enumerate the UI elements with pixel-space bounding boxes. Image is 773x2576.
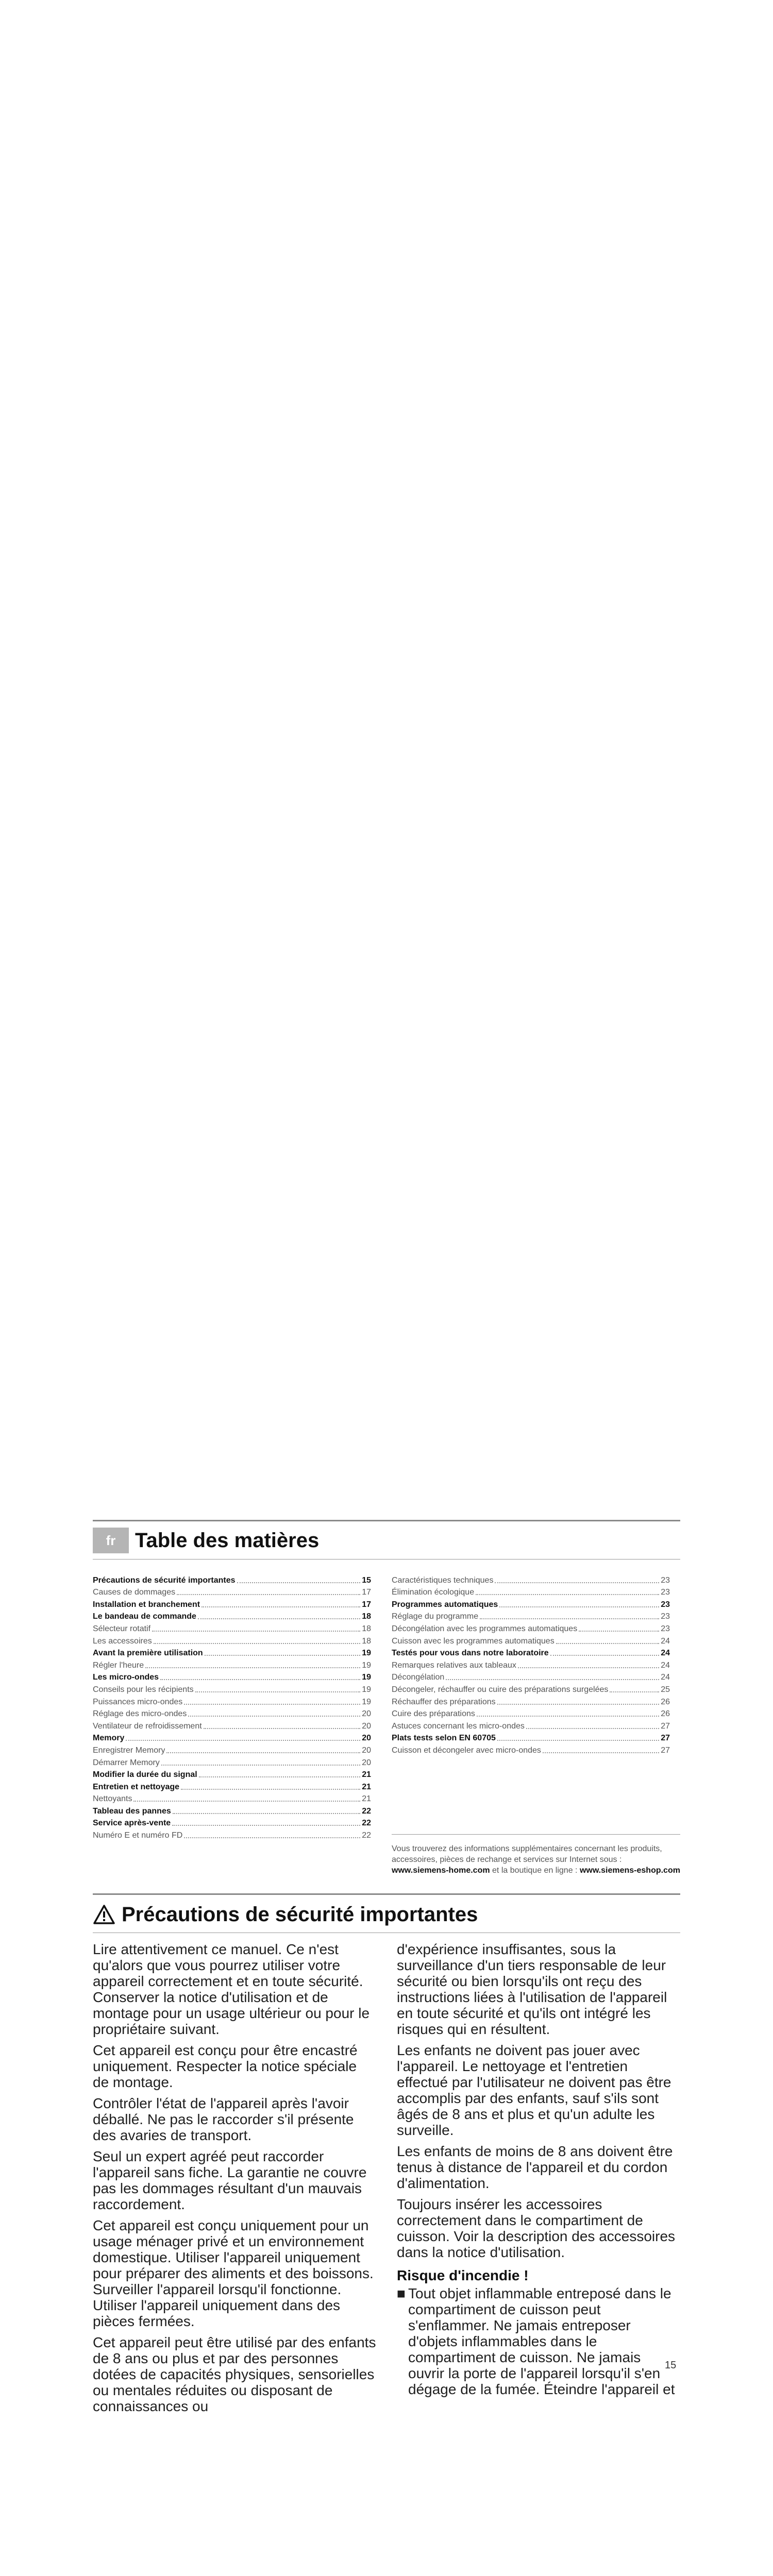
toc-leader-dots (556, 1643, 660, 1644)
toc-entry-title: Puissances micro-ondes (93, 1697, 183, 1706)
toc-entry-title: Installation et branchement (93, 1600, 200, 1609)
info-rule (392, 1834, 680, 1835)
toc-entry[interactable] (93, 1780, 371, 1792)
toc-entry[interactable] (392, 1732, 670, 1744)
toc-entry-page: 19 (362, 1685, 371, 1694)
toc-entry[interactable] (93, 1634, 371, 1647)
toc-leader-dots (579, 1631, 659, 1632)
toc-entry-page: 19 (362, 1673, 371, 1682)
paragraph: Cet appareil est conçu pour être encastré uniquement. Respecter la notice spéciale de montage. (93, 2042, 358, 2090)
header-underline (93, 1559, 680, 1560)
paragraph: d'expérience insuffisantes, sous la surveillance d'un tiers responsable de leur sécurité ou bien lorsqu'ils ont reçu des instructions liées à l'utilisation de l'appareil en toute sécurité et qu'ils ont intégré les risques qui en résultent. (397, 1941, 667, 2037)
toc-entry[interactable] (392, 1658, 670, 1671)
toc-entry[interactable] (392, 1707, 670, 1720)
toc-leader-dots (184, 1704, 360, 1705)
toc-entry-title: Conseils pour les récipients (93, 1685, 194, 1694)
toc-entry-title: Élimination écologique (392, 1588, 475, 1597)
toc-entry[interactable] (93, 1658, 371, 1671)
toc-entry-title: Le bandeau de commande (93, 1612, 196, 1621)
toc-entry[interactable] (392, 1671, 670, 1683)
toc-entry-title: Sélecteur rotatif (93, 1624, 151, 1633)
toc-entry-title: Décongeler, réchauffer ou cuire des préparations surgelées (392, 1685, 609, 1694)
toc-entry[interactable] (93, 1817, 371, 1829)
toc-leader-dots (477, 1716, 659, 1717)
toc-entry-page: 23 (661, 1600, 670, 1609)
toc-entry-title: Cuisson et décongeler avec micro-ondes (392, 1745, 541, 1755)
toc-entry[interactable] (93, 1622, 371, 1634)
info-link-home[interactable]: www.siemens-home.com (392, 1866, 490, 1875)
info-note (392, 1843, 680, 1876)
info-link-eshop[interactable]: www.siemens-eshop.com (579, 1866, 680, 1875)
toc-entry-page: 23 (661, 1624, 670, 1633)
toc-leader-dots (161, 1765, 360, 1766)
toc-entry-title: Les accessoires (93, 1636, 152, 1646)
toc-entry-title: Testés pour vous dans notre laboratoire (392, 1649, 549, 1658)
toc-entry-title: Ventilateur de refroidissement (93, 1721, 202, 1731)
toc-entry-title: Astuces concernant les micro-ondes (392, 1721, 525, 1731)
toc-entry-page: 27 (661, 1745, 670, 1755)
toc-leader-dots (145, 1667, 360, 1668)
toc-entry-page: 22 (362, 1806, 371, 1816)
toc-entry-page: 20 (362, 1745, 371, 1755)
toc-leader-dots (195, 1691, 361, 1692)
toc-entry-page: 20 (362, 1734, 371, 1743)
toc-entry[interactable] (93, 1768, 371, 1781)
toc-entry-page: 24 (661, 1649, 670, 1658)
toc-entry[interactable] (93, 1756, 371, 1768)
toc-entry-page: 24 (661, 1660, 670, 1670)
toc-leader-dots (198, 1618, 360, 1619)
paragraph: Les enfants de moins de 8 ans doivent être tenus à distance de l'appareil et du cordon d'alimentation. (397, 2143, 673, 2191)
toc-entry[interactable] (93, 1828, 371, 1841)
section-rule (93, 1893, 680, 1895)
toc-entry[interactable] (392, 1598, 670, 1610)
toc-entry-title: Tableau des pannes (93, 1806, 171, 1816)
toc-entry-title: Avant la première utilisation (93, 1649, 203, 1658)
toc-leader-dots (204, 1728, 361, 1729)
info-text-2: et la boutique en ligne : (490, 1866, 580, 1875)
toc-entry[interactable] (93, 1647, 371, 1659)
toc-entry-page: 19 (362, 1649, 371, 1658)
toc-leader-dots (543, 1752, 659, 1753)
bullet-text: Tout objet inflammable entreposé dans le compartiment de cuisson peut s'enflammer. Ne jamais entreposer d'objets inflammables dans le compartiment de cuisson. Ne jamais ouvrir la porte de l'appareil lorsqu'il s'en dégage de la fumée. Éteindre l'appareil et (408, 2285, 675, 2397)
toc-entry-page: 23 (661, 1575, 670, 1585)
toc-entry-title: Plats tests selon EN 60705 (392, 1734, 496, 1743)
bullet-marker: ■ (397, 2285, 406, 2301)
toc-entry[interactable] (392, 1683, 670, 1695)
toc-leader-dots (610, 1691, 659, 1692)
toc-entry-title: Démarrer Memory (93, 1758, 160, 1767)
info-text-1: Vous trouverez des informations supplémentaires concernant les produits, accessoires, pièces de rechange et services sur Internet sous : (392, 1844, 662, 1864)
toc-entry[interactable] (93, 1598, 371, 1610)
toc-entry-title: Numéro E et numéro FD (93, 1831, 183, 1840)
toc-entry-title: Programmes automatiques (392, 1600, 498, 1609)
toc-leader-dots (497, 1740, 659, 1741)
section-title: Précautions de sécurité importantes (122, 1903, 478, 1926)
toc-entry-title: Précautions de sécurité importantes (93, 1575, 236, 1585)
toc-entry[interactable] (392, 1695, 670, 1707)
toc-entry-page: 17 (362, 1588, 371, 1597)
toc-entry-page: 27 (661, 1721, 670, 1731)
toc-entry[interactable] (392, 1647, 670, 1659)
toc-entry[interactable] (93, 1719, 371, 1732)
toc-leader-dots (126, 1740, 360, 1741)
toc-leader-dots (499, 1606, 659, 1607)
toc-entry-title: Causes de dommages (93, 1588, 176, 1597)
body-left-column (93, 1941, 376, 2419)
toc-left-column (93, 1573, 371, 1841)
toc-entry-page: 26 (661, 1697, 670, 1706)
toc-entry-page: 21 (362, 1782, 371, 1791)
paragraph: Contrôler l'état de l'appareil après l'avoir déballé. Ne pas le raccorder s'il présente des avaries de transport. (93, 2095, 354, 2143)
toc-entry[interactable] (93, 1743, 371, 1756)
toc-leader-dots (446, 1679, 659, 1680)
toc-leader-dots (188, 1716, 360, 1717)
paragraph: Cet appareil peut être utilisé par des enfants de 8 ans ou plus et par des personnes dotées de capacités physiques, sensorielles ou mentales réduites ou disposant de connaissances ou (93, 2334, 376, 2414)
toc-entry[interactable] (392, 1634, 670, 1647)
toc-entry[interactable] (93, 1695, 371, 1707)
toc-entry-page: 19 (362, 1697, 371, 1706)
section-heading (93, 1900, 478, 1929)
toc-leader-dots (476, 1594, 659, 1595)
toc-leader-dots (166, 1752, 360, 1753)
toc-leader-dots (480, 1618, 659, 1619)
toc-entry[interactable] (93, 1586, 371, 1598)
toc-entry[interactable] (93, 1671, 371, 1683)
toc-leader-dots (152, 1631, 360, 1632)
toc-entry-page: 15 (362, 1575, 371, 1585)
toc-right-column (392, 1573, 670, 1756)
toc-entry[interactable] (93, 1610, 371, 1622)
toc-leader-dots (205, 1655, 361, 1656)
toc-entry-title: Régler l'heure (93, 1660, 144, 1670)
paragraph: Les enfants ne doivent pas jouer avec l'appareil. Le nettoyage et l'entretien effectué par l'utilisateur ne doivent pas être accomplis par des enfants, sauf s'ils sont âgés de 8 ans et plus et qu'un adulte les surveille. (397, 2042, 671, 2138)
toc-leader-dots (201, 1606, 360, 1607)
toc-entry-title: Réchauffer des préparations (392, 1697, 496, 1706)
toc-entry-page: 20 (362, 1721, 371, 1731)
toc-leader-dots (237, 1582, 361, 1583)
paragraph: Cet appareil est conçu uniquement pour un usage ménager privé et un environnement domestique. Utiliser l'appareil uniquement pour préparer des aliments et des boissons. Surveiller l'appareil lorsqu'il fonctionne. Utiliser l'appareil uniquement dans des pièces fermées. (93, 2217, 374, 2329)
toc-entry-title: Décongélation avec les programmes automatiques (392, 1624, 578, 1633)
toc-entry-page: 20 (362, 1709, 371, 1719)
toc-leader-dots (133, 1801, 360, 1802)
toc-entry[interactable] (392, 1719, 670, 1732)
toc-entry-title: Cuire des préparations (392, 1709, 475, 1719)
toc-leader-dots (160, 1679, 360, 1680)
toc-entry-title: Modifier la durée du signal (93, 1770, 197, 1780)
toc-entry[interactable] (392, 1743, 670, 1756)
toc-entry[interactable] (392, 1573, 670, 1586)
toc-entry-page: 21 (362, 1794, 371, 1804)
header-rule (93, 1520, 680, 1521)
toc-entry-page: 19 (362, 1660, 371, 1670)
toc-entry-page: 26 (661, 1709, 670, 1719)
toc-entry[interactable] (392, 1622, 670, 1634)
toc-leader-dots (495, 1582, 659, 1583)
toc-leader-dots (526, 1728, 659, 1729)
toc-entry-title: Caractéristiques techniques (392, 1575, 494, 1585)
toc-entry-page: 25 (661, 1685, 670, 1694)
toc-leader-dots (199, 1776, 361, 1777)
language-tag: fr (93, 1528, 129, 1553)
toc-leader-dots (172, 1825, 360, 1826)
toc-entry-page: 18 (362, 1612, 371, 1621)
toc-entry-page: 17 (362, 1600, 371, 1609)
toc-entry-page: 18 (362, 1624, 371, 1633)
toc-leader-dots (497, 1704, 660, 1705)
toc-entry[interactable] (93, 1792, 371, 1805)
toc-entry-title: Service après-vente (93, 1819, 171, 1828)
toc-entry[interactable] (392, 1586, 670, 1598)
toc-leader-dots (550, 1655, 660, 1656)
toc-entry-page: 27 (661, 1734, 670, 1743)
toc-entry-page: 21 (362, 1770, 371, 1780)
page-number: 15 (665, 2360, 677, 2371)
toc-leader-dots (173, 1813, 360, 1814)
paragraph: Seul un expert agréé peut raccorder l'appareil sans fiche. La garantie ne couvre pas les dommages résultant d'un mauvais raccordement. (93, 2148, 367, 2212)
toc-entry-title: Nettoyants (93, 1794, 132, 1804)
toc-entry-title: Réglage des micro-ondes (93, 1709, 187, 1719)
toc-entry-page: 22 (362, 1831, 371, 1840)
toc-entry-title: Enregistrer Memory (93, 1745, 165, 1755)
toc-entry[interactable] (93, 1707, 371, 1720)
toc-entry-title: Décongélation (392, 1673, 445, 1682)
paragraph: Lire attentivement ce manuel. Ce n'est qu'alors que vous pourrez utiliser votre appareil correctement et en toute sécurité. Conserver la notice d'utilisation et de montage pour un usage ultérieur ou pour le propriétaire suivant. (93, 1941, 370, 2037)
toc-entry-title: Réglage du programme (392, 1612, 479, 1621)
paragraph: Toujours insérer les accessoires correctement dans le compartiment de cuisson. Voir la description des accessoires dans la notice d'utilisation. (397, 2196, 676, 2260)
toc-entry[interactable] (93, 1683, 371, 1695)
toc-leader-dots (154, 1643, 360, 1644)
toc-entry-title: Memory (93, 1734, 125, 1743)
toc-entry-title: Entretien et nettoyage (93, 1782, 180, 1791)
toc-entry[interactable] (93, 1804, 371, 1817)
bullet-item (397, 2285, 680, 2397)
toc-entry[interactable] (93, 1732, 371, 1744)
toc-entry-page: 22 (362, 1819, 371, 1828)
toc-entry-title: Les micro-ondes (93, 1673, 159, 1682)
toc-leader-dots (518, 1667, 659, 1668)
toc-entry-page: 20 (362, 1758, 371, 1767)
body-right-column (397, 1941, 680, 2397)
fire-risk-heading: Risque d'incendie ! (397, 2267, 529, 2283)
toc-entry-page: 24 (661, 1636, 670, 1646)
toc-leader-dots (177, 1594, 360, 1595)
toc-entry-page: 23 (661, 1588, 670, 1597)
toc-leader-dots (181, 1789, 360, 1790)
toc-entry-title: Cuisson avec les programmes automatiques (392, 1636, 554, 1646)
toc-entry-page: 23 (661, 1612, 670, 1621)
toc-entry-page: 24 (661, 1673, 670, 1682)
warning-triangle-icon (93, 1904, 115, 1925)
toc-entry[interactable] (392, 1610, 670, 1622)
toc-entry-page: 18 (362, 1636, 371, 1646)
toc-entry[interactable] (93, 1573, 371, 1586)
toc-entry-title: Remarques relatives aux tableaux (392, 1660, 516, 1670)
toc-title: Table des matières (135, 1529, 320, 1552)
toc-leader-dots (184, 1837, 360, 1838)
